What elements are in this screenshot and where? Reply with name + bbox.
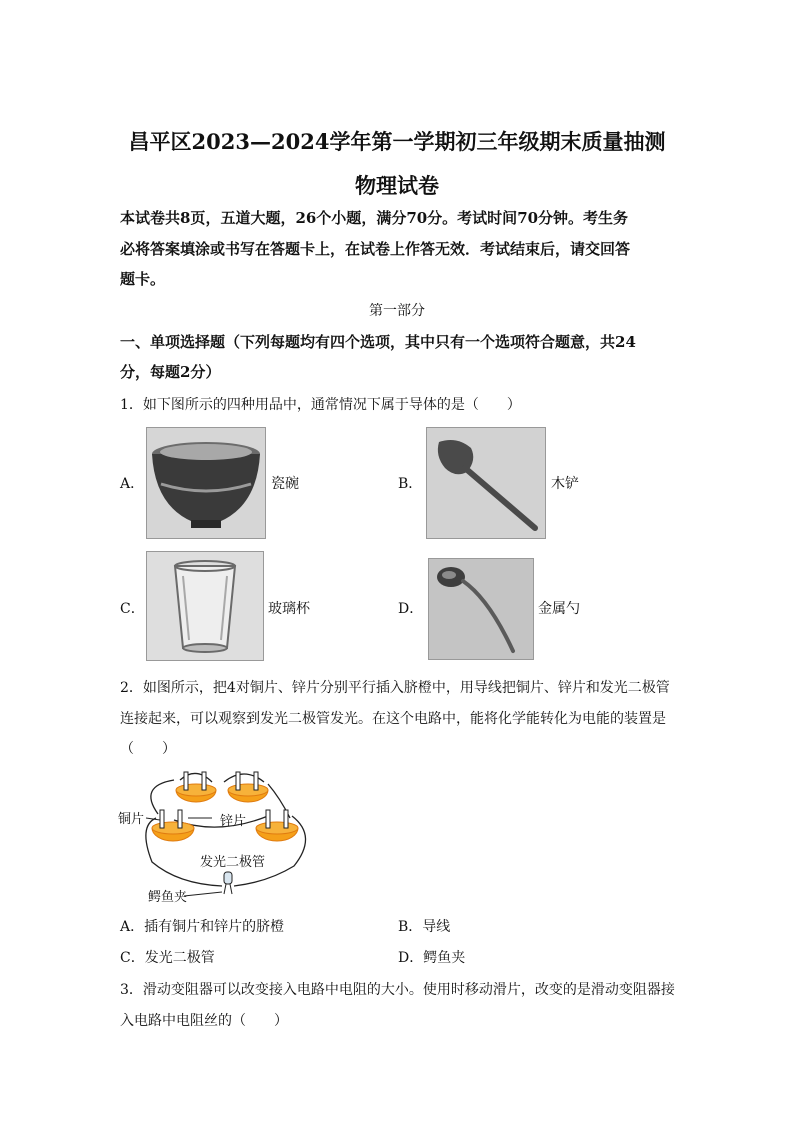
q2-stem-line-1: 2．如图所示，把4对铜片、锌片分别平行插入脐橙中，用导线把铜片、锌片和发光二极管 [120,680,670,696]
intro-line-1: 本试卷共8页，五道大题，26个小题，满分70分。考试时间70分钟。考生务 [120,209,629,227]
spatula-image [426,427,546,539]
q1-option-b-text: 木铲 [551,476,579,492]
led-label: 发光二极管 [200,855,266,870]
bowl-image [146,427,266,539]
q2-option-a: A．插有铜片和锌片的脐橙 [120,919,285,935]
intro-line-2: 必将答案填涂或书写在答题卡上，在试卷上作答无效．考试结束后，请交回答 [120,240,631,258]
q2-option-b: B．导线 [398,919,451,935]
section-heading-line-1: 一、单项选择题（下列每题均有四个选项，其中只有一个选项符合题意，共24 [120,333,636,351]
section-heading-line-2: 分，每题2分） [120,363,221,381]
q1-option-c-text: 玻璃杯 [268,601,310,617]
q2-option-d: D．鳄鱼夹 [398,950,466,966]
part-heading: 第一部分 [369,303,425,319]
q1-option-a-text: 瓷碗 [271,476,299,492]
glass-cup-image [146,551,264,661]
q2-option-c: C．发光二极管 [120,950,215,966]
q1-option-d-label: D． [398,601,424,617]
q1-stem: 1．如下图所示的四种用品中，通常情况下属于导体的是（ ） [120,397,521,413]
q3-stem-line-1: 3．滑动变阻器可以改变接入电路中电阻的大小。使用时移动滑片，改变的是滑动变阻器接 [120,982,675,998]
copper-label: 铜片 [118,812,145,827]
q1-option-c-label: C． [120,601,145,617]
q3-stem-line-2: 入电路中电阻丝的（ ） [120,1013,288,1029]
orange-battery-circuit-diagram [118,766,328,906]
clip-label: 鳄鱼夹 [148,890,188,905]
q1-option-b-label: B． [398,476,423,492]
page-subtitle: 物理试卷 [355,173,439,198]
metal-spoon-image [428,558,534,660]
q2-stem-line-3: （ ） [120,741,176,757]
intro-line-3: 题卡。 [120,270,166,288]
page-title: 昌平区2023—2024学年第一学期初三年级期末质量抽测 [128,129,666,154]
q1-option-a-label: A． [120,476,145,492]
q1-option-d-text: 金属勺 [538,601,580,617]
zinc-label: 锌片 [220,814,247,829]
q2-stem-line-2: 连接起来，可以观察到发光二极管发光。在这个电路中，能将化学能转化为电能的装置是 [120,711,666,727]
